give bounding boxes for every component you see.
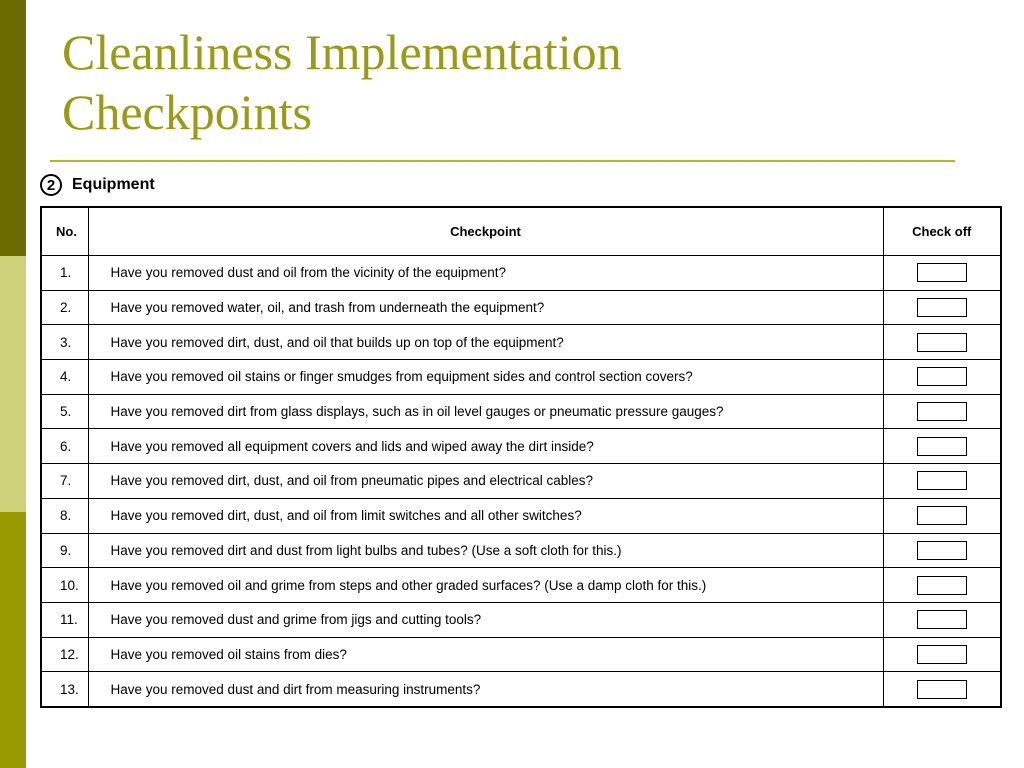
row-number: 10. bbox=[41, 568, 88, 603]
row-number: 7. bbox=[41, 464, 88, 499]
checkpoint-text: Have you removed water, oil, and trash from underneath the equipment? bbox=[88, 290, 883, 325]
checkpoint-text: Have you removed dirt, dust, and oil from pneumatic pipes and electrical cables? bbox=[88, 464, 883, 499]
checkpoint-text: Have you removed oil stains from dies? bbox=[88, 637, 883, 672]
checkpoint-text: Have you removed dirt from glass displays, such as in oil level gauges or pneumatic pressure gauges? bbox=[88, 394, 883, 429]
checkpoint-text: Have you removed dust and grime from jigs and cutting tools? bbox=[88, 602, 883, 637]
table-row bbox=[41, 568, 1001, 603]
checkpoint-text: Have you removed oil and grime from steps and other graded surfaces? (Use a damp cloth for this.) bbox=[88, 568, 883, 603]
table-row bbox=[41, 498, 1001, 533]
check-off-box[interactable] bbox=[917, 610, 967, 629]
check-off-cell bbox=[883, 325, 1001, 360]
checkpoint-text: Have you removed all equipment covers and lids and wiped away the dirt inside? bbox=[88, 429, 883, 464]
checkpoint-text: Have you removed oil stains or finger smudges from equipment sides and control section covers? bbox=[88, 360, 883, 395]
check-off-box[interactable] bbox=[917, 263, 967, 282]
checkpoint-text: Have you removed dust and oil from the vicinity of the equipment? bbox=[88, 256, 883, 291]
table-row bbox=[41, 637, 1001, 672]
check-off-box[interactable] bbox=[917, 506, 967, 525]
table-row bbox=[41, 290, 1001, 325]
table-row bbox=[41, 672, 1001, 707]
row-number: 4. bbox=[41, 360, 88, 395]
side-bar-top bbox=[0, 0, 26, 256]
checkpoint-text: Have you removed dust and dirt from measuring instruments? bbox=[88, 672, 883, 707]
check-off-cell bbox=[883, 360, 1001, 395]
row-number: 6. bbox=[41, 429, 88, 464]
check-off-box[interactable] bbox=[917, 541, 967, 560]
table-row bbox=[41, 464, 1001, 499]
page-title bbox=[62, 22, 622, 142]
checklist-table bbox=[40, 206, 1002, 708]
check-off-cell bbox=[883, 394, 1001, 429]
row-number: 8. bbox=[41, 498, 88, 533]
row-number: 11. bbox=[41, 602, 88, 637]
check-off-cell bbox=[883, 533, 1001, 568]
check-off-cell bbox=[883, 464, 1001, 499]
header-no: No. bbox=[41, 207, 88, 256]
check-off-box[interactable] bbox=[917, 680, 967, 699]
check-off-cell bbox=[883, 602, 1001, 637]
title-line-2: Checkpoints bbox=[62, 84, 312, 140]
checkpoint-text: Have you removed dirt, dust, and oil from limit switches and all other switches? bbox=[88, 498, 883, 533]
check-off-cell bbox=[883, 568, 1001, 603]
table-row bbox=[41, 325, 1001, 360]
check-off-box[interactable] bbox=[917, 367, 967, 386]
checkpoint-text: Have you removed dirt, dust, and oil that builds up on top of the equipment? bbox=[88, 325, 883, 360]
check-off-box[interactable] bbox=[917, 333, 967, 352]
table-row bbox=[41, 360, 1001, 395]
row-number: 13. bbox=[60, 681, 79, 697]
check-off-box[interactable] bbox=[917, 437, 967, 456]
check-off-box[interactable] bbox=[917, 298, 967, 317]
row-number: 12. bbox=[41, 637, 88, 672]
check-off-cell bbox=[883, 498, 1001, 533]
check-off-cell bbox=[883, 290, 1001, 325]
row-number: 9. bbox=[41, 533, 88, 568]
row-number: 3. bbox=[41, 325, 88, 360]
section-number-badge: 2 bbox=[40, 174, 62, 196]
check-off-box[interactable] bbox=[917, 576, 967, 595]
table-row bbox=[41, 533, 1001, 568]
section-label: Equipment bbox=[72, 176, 155, 193]
title-underline bbox=[50, 160, 955, 162]
check-off-box[interactable] bbox=[917, 471, 967, 490]
check-off-cell bbox=[883, 429, 1001, 464]
check-off-cell bbox=[883, 672, 1001, 707]
title-line-1: Cleanliness Implementation bbox=[62, 24, 622, 80]
check-off-box[interactable] bbox=[917, 645, 967, 664]
row-number: 5. bbox=[41, 394, 88, 429]
table-row bbox=[41, 602, 1001, 637]
check-off-box[interactable] bbox=[917, 402, 967, 421]
table-row bbox=[41, 394, 1001, 429]
table-row bbox=[41, 256, 1001, 291]
row-number: 1. bbox=[41, 256, 88, 291]
section-heading bbox=[40, 174, 155, 196]
check-off-cell bbox=[883, 256, 1001, 291]
side-bar-bottom bbox=[0, 512, 26, 768]
header-check-off: Check off bbox=[883, 207, 1001, 256]
table-header-row bbox=[41, 207, 1001, 256]
check-off-cell bbox=[883, 637, 1001, 672]
side-bar-middle bbox=[0, 256, 26, 512]
header-checkpoint: Checkpoint bbox=[88, 207, 883, 256]
checkpoint-text: Have you removed dirt and dust from light bulbs and tubes? (Use a soft cloth for this.) bbox=[88, 533, 883, 568]
row-number: 2. bbox=[41, 290, 88, 325]
table-row bbox=[41, 429, 1001, 464]
